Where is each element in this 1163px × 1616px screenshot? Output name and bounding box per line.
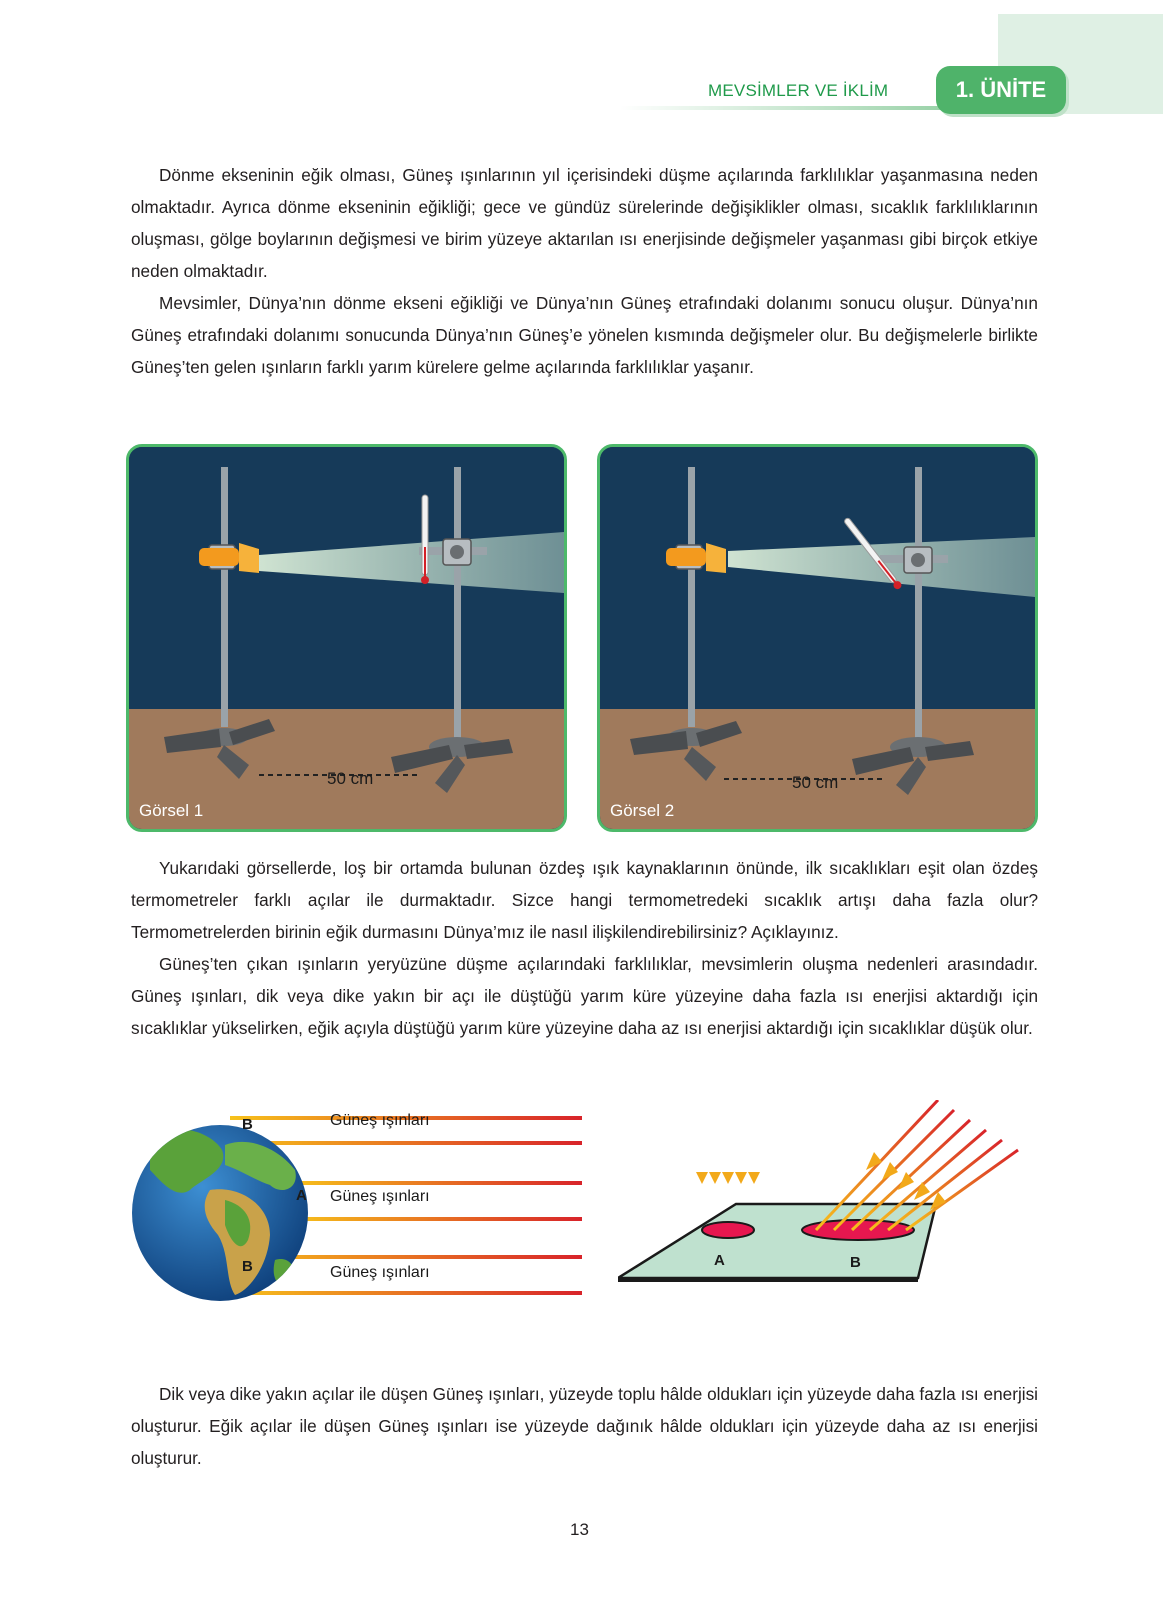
distance-label: 50 cm bbox=[792, 773, 839, 792]
paragraph-2: Mevsimler, Dünya’nın dönme ekseni eğikliği ve Dünya’nın Güneş etrafındaki dolanımı sonucu oluşur. Dünya’nın Güneş etrafındaki dolanımı sonucunda Dünya’nın Güneş’e yönelen kısmında değişmeler olur. Bu değişmelerle birlikte Güneş’ten gelen ışınların farklı yarım kürelere gelme açılarında farklılıklar yaşanır. bbox=[131, 293, 1038, 377]
ray-label: Güneş ışınları bbox=[330, 1188, 430, 1205]
paragraph-5: Dik veya dike yakın açılar ile düşen Güneş ışınları, yüzeyde toplu hâlde oldukları için yüzeyde daha fazla ısı enerjisi oluşturur. Eğik açılar ile düşen Güneş ışınları ise yüzeyde dağınık hâlde oldukları için yüzeyde daha az ısı enerjisi oluşturur. bbox=[131, 1384, 1038, 1468]
point-label-b-top: B bbox=[242, 1116, 253, 1133]
point-label-b: B bbox=[850, 1254, 861, 1271]
paragraph-1: Dönme ekseninin eğik olması, Güneş ışınlarının yıl içerisindeki düşme açılarında farklılıklar yaşanmasına neden olmaktadır. Ayrıca dönme ekseninin eğikliği; gece ve gündüz sürelerinde değişiklikler olması, sıcaklık farklılıklarının oluşması, gölge boylarının değişmesi ve birim yüzeye aktarılan ısı enerjisinde değişmeler yaşanması gibi birçok etkiye neden olmaktadır. bbox=[131, 165, 1038, 281]
point-label-b-bottom: B bbox=[242, 1258, 253, 1275]
figure-caption: Görsel 2 bbox=[610, 801, 675, 820]
sun-ray bbox=[230, 1141, 582, 1145]
paragraph-4: Güneş’ten çıkan ışınların yeryüzüne düşme açılarındaki farklılıklar, mevsimlerin oluşma nedenleri arasındadır. Güneş ışınları, dik veya dike yakın bir açı ile düştüğü yarım küre yüzeyine daha fazla ısı enerjisi aktardığı için sıcaklıklar yükselirken, eğik açıyla düştüğü yarım küre yüzeyine daha az ısı enerjisi aktardığı için sıcaklıklar düşük olur. bbox=[131, 954, 1038, 1038]
surface-rays-figure bbox=[618, 1100, 1038, 1345]
flashlight-icon bbox=[199, 548, 239, 566]
experiment-illustration-2 bbox=[600, 447, 1035, 829]
experiment-figure-1 bbox=[126, 444, 567, 832]
figure-caption: Görsel 1 bbox=[139, 801, 204, 820]
sun-ray bbox=[230, 1291, 582, 1295]
page-number: 13 bbox=[570, 1520, 589, 1539]
distance-label: 50 cm bbox=[327, 769, 374, 788]
sun-ray bbox=[290, 1217, 582, 1221]
header-title: MEVSİMLER VE İKLİM bbox=[708, 81, 889, 100]
ray-label: Güneş ışınları bbox=[330, 1112, 430, 1129]
paragraph-3: Yukarıdaki görsellerde, loş bir ortamda bulunan özdeş ışık kaynaklarının önünde, ilk sıcaklıkları eşit olan özdeş termometreler farklı açılar ile durmaktadır. Sizce hangi termometredeki sıcaklık artışı daha fazla olur? Termometrelerden birinin eğik durmasını Dünya’mız ile nasıl ilişkilendirebilirsiniz? Açıklayınız. bbox=[131, 858, 1038, 942]
sun-ray bbox=[290, 1181, 582, 1185]
experiment-figure-2 bbox=[597, 444, 1038, 832]
point-label-a: A bbox=[296, 1187, 307, 1204]
ray-label: Güneş ışınları bbox=[330, 1264, 430, 1281]
point-label-a: A bbox=[714, 1252, 725, 1269]
unit-badge: 1. ÜNİTE bbox=[936, 66, 1066, 114]
globe-sun-rays-figure bbox=[130, 1110, 610, 1330]
flashlight-icon bbox=[666, 548, 706, 566]
